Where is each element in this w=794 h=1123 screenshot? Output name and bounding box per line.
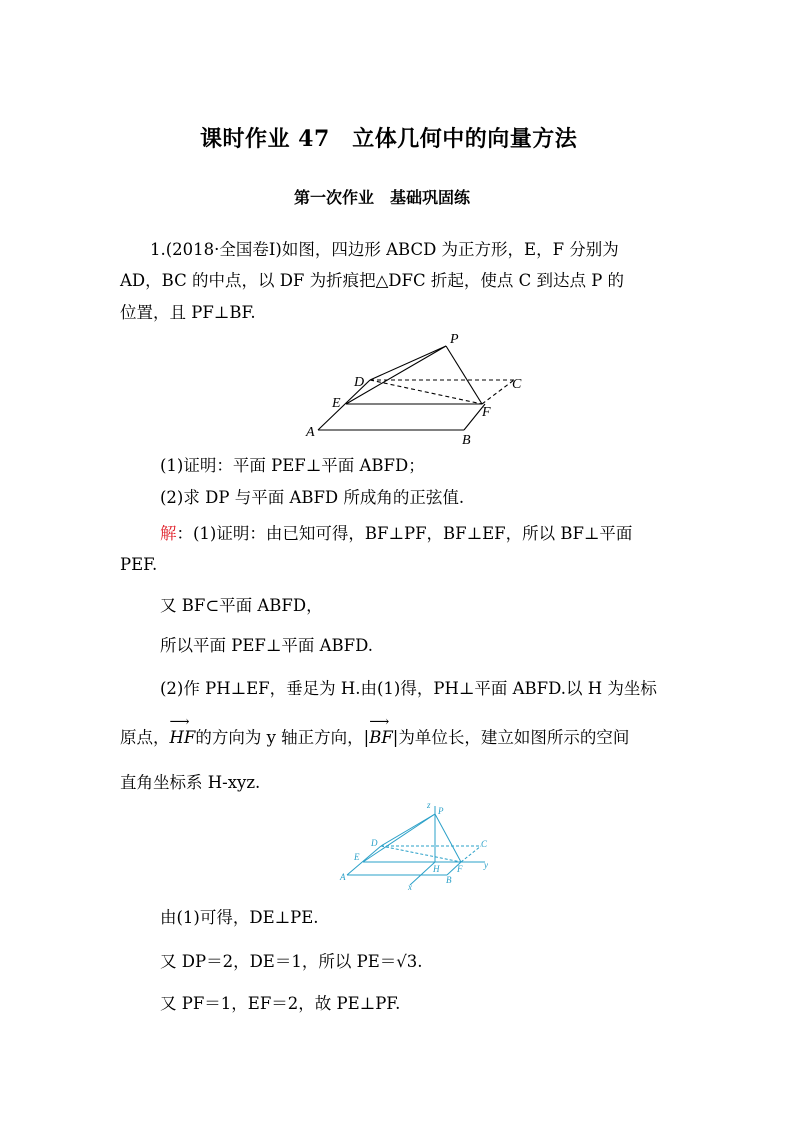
vector-arrow-icon: ⟶	[169, 714, 190, 730]
label-y: y	[484, 860, 488, 870]
label-f: F	[482, 405, 491, 420]
edge-df-dashed	[370, 380, 482, 404]
solution-line-8: 由(1)可得，DE⊥PE.	[160, 908, 319, 927]
solution-line-4: 所以平面 PEF⊥平面 ABFD.	[160, 636, 373, 655]
figure-1-folded-square	[300, 328, 540, 446]
label-d: D	[354, 375, 365, 390]
question-1: (1)证明：平面 PEF⊥平面 ABFD；	[160, 456, 425, 475]
edge-fc-dashed	[461, 846, 481, 862]
axis-x	[410, 862, 435, 885]
solution-line-3: 又 BF⊂平面 ABFD，	[160, 596, 323, 615]
label-p: P	[450, 332, 459, 347]
edge-pf	[446, 346, 482, 404]
question-2: (2)求 DP 与平面 ABFD 所成角的正弦值.	[160, 488, 465, 507]
label-x: x	[408, 882, 412, 890]
vector-hf: ⟶ HF	[169, 714, 196, 747]
label-p: P	[438, 806, 444, 816]
label-h: H	[433, 864, 440, 874]
label-f: F	[457, 864, 463, 874]
solution-label: 解	[160, 524, 177, 543]
edge-df-dashed	[381, 846, 461, 862]
label-z: z	[427, 800, 431, 810]
vector-arrow-icon: ⟶	[369, 714, 390, 730]
vector-bf: ⟶ BF	[369, 714, 393, 747]
label-c: C	[481, 839, 488, 849]
figure-2-coordinate-system	[335, 800, 495, 890]
label-a: A	[306, 425, 315, 440]
problem-line-1: 1.(2018·全国卷Ⅰ)如图，四边形 ABCD 为正方形，E，F 分别为	[150, 240, 619, 259]
problem-line-2: AD，BC 的中点，以 DF 为折痕把△DFC 折起，使点 C 到达点 P 的	[120, 271, 625, 290]
label-a: A	[340, 872, 346, 882]
edge-dp	[370, 346, 446, 380]
edge-pf	[435, 814, 461, 862]
label-b: B	[446, 875, 452, 885]
page-subtitle: 第一次作业 基础巩固练	[294, 188, 471, 207]
solution-line-2: PEF.	[120, 555, 158, 574]
solution-line-10: 又 PF＝1，EF＝2，故 PE⊥PF.	[160, 994, 401, 1013]
label-e: E	[354, 852, 360, 862]
solution-line-1: 解：(1)证明：由已知可得，BF⊥PF，BF⊥EF，所以 BF⊥平面	[160, 524, 633, 543]
solution-line-5: (2)作 PH⊥EF，垂足为 H.由(1)得，PH⊥平面 ABFD.以 H 为坐标	[160, 679, 657, 698]
label-c: C	[512, 377, 522, 392]
problem-line-3: 位置，且 PF⊥BF.	[120, 303, 256, 322]
edge-ad	[347, 846, 381, 875]
edge-fc-dashed	[482, 380, 514, 404]
solution-line-9: 又 DP＝2，DE＝1，所以 PE＝√3.	[160, 952, 423, 971]
label-b: B	[462, 433, 471, 446]
label-e: E	[332, 396, 341, 411]
label-d: D	[371, 838, 378, 848]
page-title: 课时作业 47 立体几何中的向量方法	[200, 126, 578, 152]
solution-line-7: 直角坐标系 H-xyz.	[120, 773, 261, 792]
solution-line-6: 原点， ⟶ HF的方向为 y 轴正方向，| ⟶ BF|为单位长，建立如图所示的空间	[120, 714, 630, 747]
